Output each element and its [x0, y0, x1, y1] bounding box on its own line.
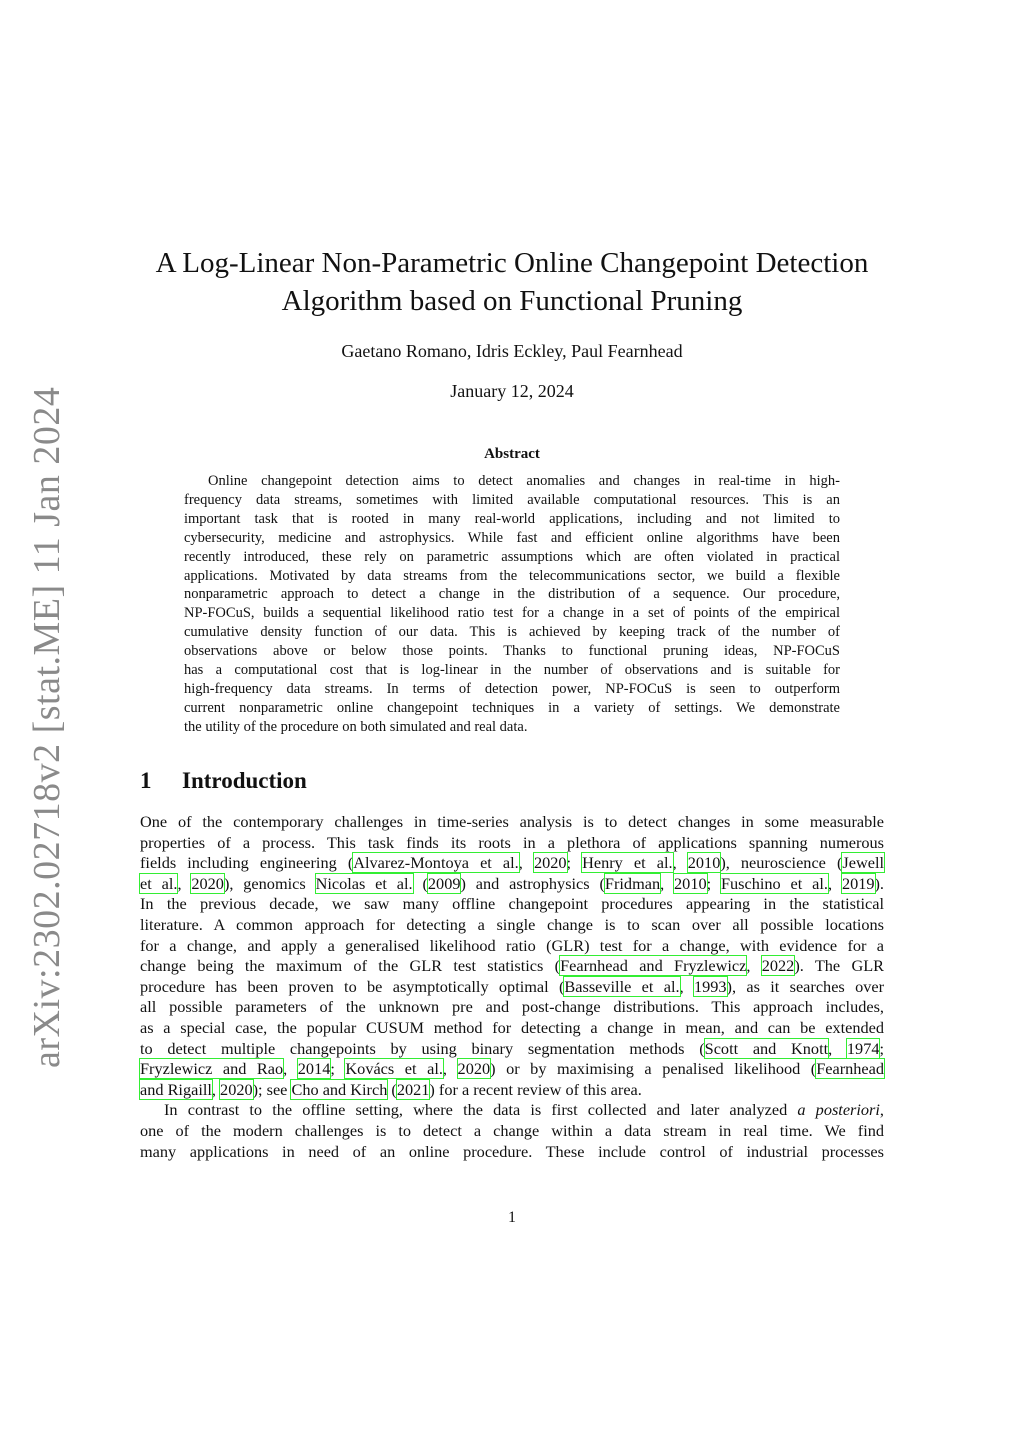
text: In contrast to the offline setting, where the data is first collected and later analyzed — [164, 1100, 798, 1120]
arxiv-identifier: arXiv:2302.02718v2 [stat.ME] 11 Jan 2024 — [26, 386, 68, 1068]
abstract-line: Online changepoint detection aims to detect anomalies and changes in real-time in high- — [208, 473, 840, 489]
citation-link[interactable]: Jewell — [842, 853, 885, 873]
abstract-line: frequency data streams, sometimes with limited available computational resources. This is an — [184, 491, 840, 508]
title-line: A Log-Linear Non-Parametric Online Changepoint Detection — [155, 247, 869, 279]
text: ( — [412, 873, 428, 893]
body-line: all possible parameters of the unknown pre and post-change distributions. This approach includes, — [140, 997, 884, 1017]
citation-link[interactable]: 2014 — [297, 1059, 331, 1079]
citation-link[interactable]: 2020 — [457, 1059, 491, 1079]
citation-link[interactable]: 2021 — [396, 1079, 430, 1099]
citation-link[interactable]: Fryzlewicz and Rao — [140, 1059, 284, 1079]
body-line — [140, 956, 884, 977]
text: ; — [879, 1038, 884, 1058]
abstract-line: the utility of the procedure on both simulated and real data. — [184, 718, 528, 735]
citation-link[interactable]: 2020 — [191, 873, 224, 893]
body-line: one of the modern challenges is to detect a change within a data stream in real time. We find — [140, 1120, 884, 1140]
text: ). — [874, 873, 884, 893]
citation-link[interactable]: Kovács et al. — [345, 1059, 443, 1079]
text: ). The GLR — [794, 956, 885, 976]
text: , — [660, 873, 675, 893]
citation-link[interactable]: 1993 — [693, 976, 727, 996]
body-line: One of the contemporary challenges in time-series analysis is to detect changes in some measurable — [140, 812, 884, 831]
abstract-line: observations above or below those points. Thanks to functional pruning ideas, NP-FOCuS — [184, 643, 840, 660]
citation-link[interactable]: Fuschino et al. — [720, 873, 828, 893]
abstract-line: cybersecurity, medicine and astrophysics. While fast and efficient online algorithms have been — [184, 529, 840, 546]
text: procedure has been proven to be asymptotically optimal ( — [140, 976, 565, 996]
body-line — [140, 977, 884, 998]
body-line — [140, 1080, 884, 1101]
citation-link[interactable]: 2020 — [533, 853, 567, 873]
text: , — [828, 873, 842, 893]
page-number: 1 — [508, 1209, 516, 1226]
citation-link[interactable]: Nicolas et al. — [315, 873, 413, 893]
section-heading-introduction — [140, 768, 307, 794]
citation-link[interactable]: Basseville et al. — [564, 976, 680, 996]
text: ( — [387, 1079, 397, 1099]
text: , — [828, 1038, 847, 1058]
text: , — [177, 873, 192, 893]
citation-link[interactable]: Fearnhead and Fryzlewicz — [560, 956, 747, 976]
section-number: 1 — [140, 768, 152, 793]
section-title: Introduction — [182, 768, 307, 793]
text: , — [518, 853, 534, 873]
abstract-line: current nonparametric online changepoint techniques in a variety of settings. We demonstrate — [184, 699, 840, 716]
citation-link[interactable]: 2019 — [841, 873, 875, 893]
body-line: as a special case, the popular CUSUM method for detecting a change in mean, and can be extended — [140, 1017, 884, 1037]
text: change being the maximum of the GLR test statistics ( — [140, 956, 561, 976]
citation-link[interactable]: 2010 — [687, 853, 721, 873]
text: ), neuroscience ( — [720, 853, 843, 873]
abstract-heading: Abstract — [484, 446, 540, 462]
text: ), as it searches over — [726, 976, 885, 996]
date: January 12, 2024 — [450, 381, 574, 401]
paper-title — [100, 244, 924, 320]
abstract-line: NP-FOCuS, builds a sequential likelihood ratio test for a change in a set of points of the empirical — [184, 605, 840, 622]
text: , — [879, 1100, 884, 1120]
text: ) for a recent review of this area. — [429, 1079, 642, 1099]
abstract-line: nonparametric approach to detect a change in the distribution of a sequence. Our procedure, — [184, 586, 840, 603]
citation-link[interactable]: 2022 — [761, 956, 795, 976]
text: , — [746, 956, 762, 976]
citation-link[interactable]: Scott and Knott — [704, 1038, 829, 1058]
text: ); see — [252, 1079, 292, 1099]
citation-link[interactable]: Fearnhead — [816, 1059, 885, 1079]
citation-link[interactable]: 1974 — [846, 1038, 880, 1058]
body-line: In the previous decade, we saw many offline changepoint procedures appearing in the statistical — [140, 894, 884, 914]
text: ), genomics — [223, 873, 316, 893]
title-line: Algorithm based on Functional Pruning — [281, 285, 743, 317]
citation-link[interactable]: and Rigaill — [140, 1079, 212, 1099]
abstract-line: cumulative density function of our data. This is achieved by keeping track of the number of — [184, 624, 840, 641]
introduction-body — [140, 812, 884, 1162]
authors: Gaetano Romano, Idris Eckley, Paul Fearnhead — [341, 341, 683, 361]
text: , — [283, 1059, 298, 1079]
text: fields including engineering ( — [140, 853, 354, 873]
abstract-line: applications. Motivated by data streams from the telecommunications sector, we build a flexible — [184, 567, 840, 584]
text: ; — [706, 873, 721, 893]
citation-link[interactable]: Fridman — [604, 873, 661, 893]
emphasis: a posteriori — [797, 1100, 880, 1120]
body-line — [140, 1100, 884, 1121]
abstract-line: high-frequency data streams. In terms of detection power, NP-FOCuS is seen to outperform — [184, 680, 840, 697]
text: ) or by maximising a penalised likelihood ( — [490, 1059, 817, 1079]
body-line: for a change, and apply a generalised likelihood ratio (GLR) test for a change, with evidence for a — [140, 935, 884, 955]
body-line — [140, 1039, 884, 1060]
text: ; — [330, 1059, 346, 1079]
abstract-line: has a computational cost that is log-linear in the number of observations and is suitable for — [184, 662, 840, 679]
abstract-line: recently introduced, these rely on parametric assumptions which are often violated in practical — [184, 548, 840, 565]
text: ) and astrophysics ( — [460, 873, 605, 893]
body-line: literature. A common approach for detecting a single change is to scan over all possible locations — [140, 914, 884, 934]
text: , — [672, 853, 688, 873]
citation-link[interactable]: 2020 — [220, 1079, 253, 1099]
citation-link[interactable]: Alvarez-Montoya et al. — [353, 853, 519, 873]
text: to detect multiple changepoints by using binary segmentation methods ( — [140, 1038, 705, 1058]
citation-link[interactable]: 2009 — [427, 873, 461, 893]
body-line — [140, 1059, 884, 1080]
citation-link[interactable]: et al. — [140, 873, 178, 893]
body-line: many applications in need of an online procedure. These include control of industrial processes — [140, 1141, 884, 1161]
body-line: properties of a process. This task finds its roots in a plethora of applications spanning numerous — [140, 832, 884, 852]
abstract-line: important task that is rooted in many real-world applications, including and not limited to — [184, 510, 840, 527]
abstract-text — [184, 472, 840, 737]
text: , — [442, 1059, 458, 1079]
citation-link[interactable]: Cho and Kirch — [291, 1079, 388, 1099]
text: , — [679, 976, 694, 996]
body-line — [140, 853, 884, 874]
citation-link[interactable]: Henry et al. — [582, 853, 673, 873]
citation-link[interactable]: 2010 — [674, 873, 707, 893]
body-line — [140, 874, 884, 895]
text: ; — [566, 853, 583, 873]
text: , — [211, 1079, 221, 1099]
